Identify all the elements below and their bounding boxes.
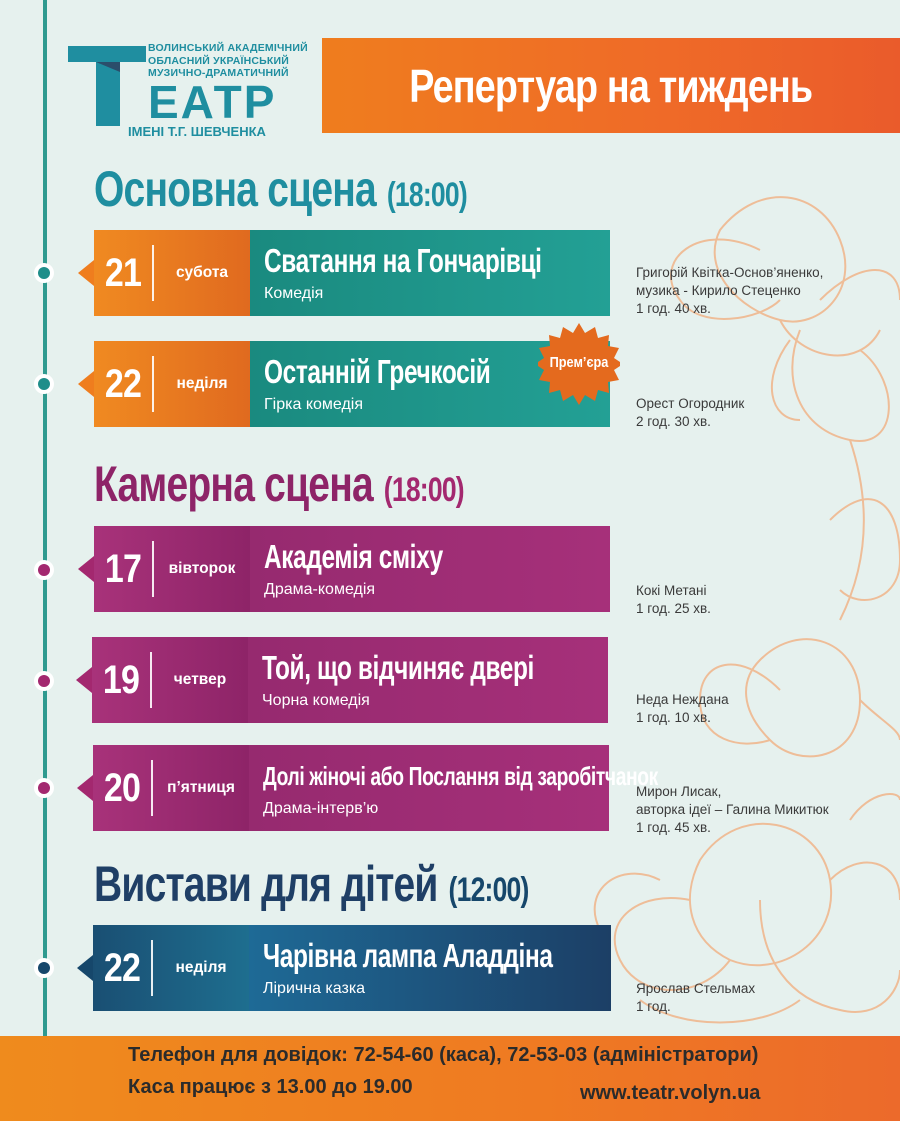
divider — [152, 245, 154, 301]
footer-phone: Телефон для довідок: 72-54-60 (каса), 72-53-03 (адміністратори) — [128, 1044, 759, 1066]
section-title-text: Основна сцена — [94, 161, 376, 217]
day-number: 19 — [102, 657, 140, 702]
performance-genre: Лірична казка — [263, 980, 366, 997]
divider — [151, 940, 153, 996]
section-title-text: Вистави для дітей — [94, 856, 438, 912]
performance-title: Останній Гречкосій — [264, 353, 491, 390]
timeline-line — [43, 0, 47, 1040]
logo-t-icon — [68, 46, 146, 126]
weekday: неділя — [175, 959, 227, 976]
performance-row[interactable] — [94, 341, 610, 427]
section-title-kids — [94, 855, 529, 913]
performance-title: Той, що відчиняє двері — [262, 649, 534, 686]
info-line: 1 год. — [636, 999, 671, 1014]
performance-info — [636, 395, 744, 431]
info-line: Неда Неждана — [636, 692, 729, 707]
title-box — [250, 230, 610, 316]
day-number: 22 — [103, 945, 141, 990]
logo-line3: МУЗИЧНО-ДРАМАТИЧНИЙ — [148, 67, 289, 79]
info-line: Мирон Лисак, — [636, 784, 722, 799]
logo-subtitle: ІМЕНІ Т.Г. ШЕВЧЕНКА — [128, 124, 266, 139]
date-box — [94, 341, 250, 427]
performance-title: Долі жіночі або Послання від заробітчанок — [263, 761, 658, 791]
performance-row[interactable] — [93, 925, 611, 1011]
info-line: музика - Кирило Стеценко — [636, 283, 801, 298]
logo-small-text — [148, 42, 308, 80]
section-time: (18:00) — [386, 176, 467, 214]
performance-info — [636, 582, 711, 618]
title-box — [248, 637, 608, 723]
timeline-dot — [34, 958, 54, 978]
performance-row[interactable] — [93, 745, 658, 831]
performance-genre: Чорна комедія — [262, 692, 370, 709]
performance-row[interactable] — [94, 230, 610, 316]
day-number: 21 — [104, 250, 142, 295]
footer-hours: Каса працює з 13.00 до 19.00 — [128, 1076, 413, 1098]
date-box — [92, 637, 248, 723]
weekday: вівторок — [168, 560, 236, 577]
date-box — [93, 925, 249, 1011]
day-number: 17 — [104, 546, 142, 591]
performance-genre: Комедія — [264, 285, 324, 302]
weekday: неділя — [176, 375, 228, 392]
section-title-main — [94, 160, 467, 218]
divider — [150, 652, 152, 708]
weekday: п’ятниця — [167, 779, 235, 796]
performance-title: Академія сміху — [264, 538, 443, 575]
performance-genre: Драма-інтерв’ю — [263, 800, 379, 817]
website-link[interactable]: www.teatr.volyn.ua — [580, 1082, 761, 1104]
info-line: 2 год. 30 хв. — [636, 414, 711, 429]
day-number: 20 — [103, 765, 141, 810]
timeline-dot — [34, 671, 54, 691]
info-line: Кокі Метані — [636, 583, 707, 598]
divider — [152, 541, 154, 597]
performance-title: Сватання на Гончарівці — [264, 242, 542, 279]
performance-row[interactable] — [92, 637, 608, 723]
performance-info — [636, 264, 823, 318]
logo-line1: ВОЛИНСЬКИЙ АКАДЕМІЧНИЙ — [148, 42, 308, 54]
logo-big-text: ЕАТР — [148, 76, 277, 128]
info-line: авторка ідеї – Галина Микитюк — [636, 802, 829, 817]
info-line: Ярослав Стельмах — [636, 981, 756, 996]
info-line: Григорій Квітка-Основ’яненко, — [636, 265, 824, 280]
logo-line2: ОБЛАСНИЙ УКРАЇНСЬКИЙ — [148, 54, 290, 67]
timeline-dot — [34, 263, 54, 283]
info-line: Орест Огородник — [636, 396, 745, 411]
performance-info — [636, 783, 829, 837]
timeline-dot — [34, 374, 54, 394]
header-banner — [322, 38, 900, 133]
date-box — [94, 230, 250, 316]
section-title-text: Камерна сцена — [94, 456, 373, 512]
weekday: субота — [175, 264, 229, 281]
performance-genre: Драма-комедія — [264, 581, 376, 598]
info-line: 1 год. 40 хв. — [636, 301, 711, 316]
date-box — [93, 745, 249, 831]
date-box — [94, 526, 250, 612]
performance-info — [636, 691, 729, 727]
day-number: 22 — [104, 361, 142, 406]
section-time: (12:00) — [448, 871, 529, 909]
timeline-dot — [34, 560, 54, 580]
info-line: 1 год. 10 хв. — [636, 710, 711, 725]
weekday: четвер — [173, 671, 227, 688]
performance-genre: Гірка комедія — [264, 396, 363, 413]
timeline-dot — [34, 778, 54, 798]
performance-row[interactable] — [94, 526, 610, 612]
info-line: 1 год. 25 хв. — [636, 601, 711, 616]
title-box — [250, 526, 610, 612]
title-box — [249, 925, 611, 1011]
premiere-badge-text: Прем’єра — [549, 354, 609, 371]
divider — [151, 760, 153, 816]
page-title: Репертуар на тиждень — [409, 59, 813, 112]
section-time: (18:00) — [383, 471, 464, 509]
performance-info — [636, 980, 755, 1016]
info-line: 1 год. 45 хв. — [636, 820, 711, 835]
performance-title: Чарівна лампа Аладдіна — [263, 937, 553, 974]
section-title-chamber — [94, 455, 464, 513]
title-box — [249, 745, 658, 831]
divider — [152, 356, 154, 412]
